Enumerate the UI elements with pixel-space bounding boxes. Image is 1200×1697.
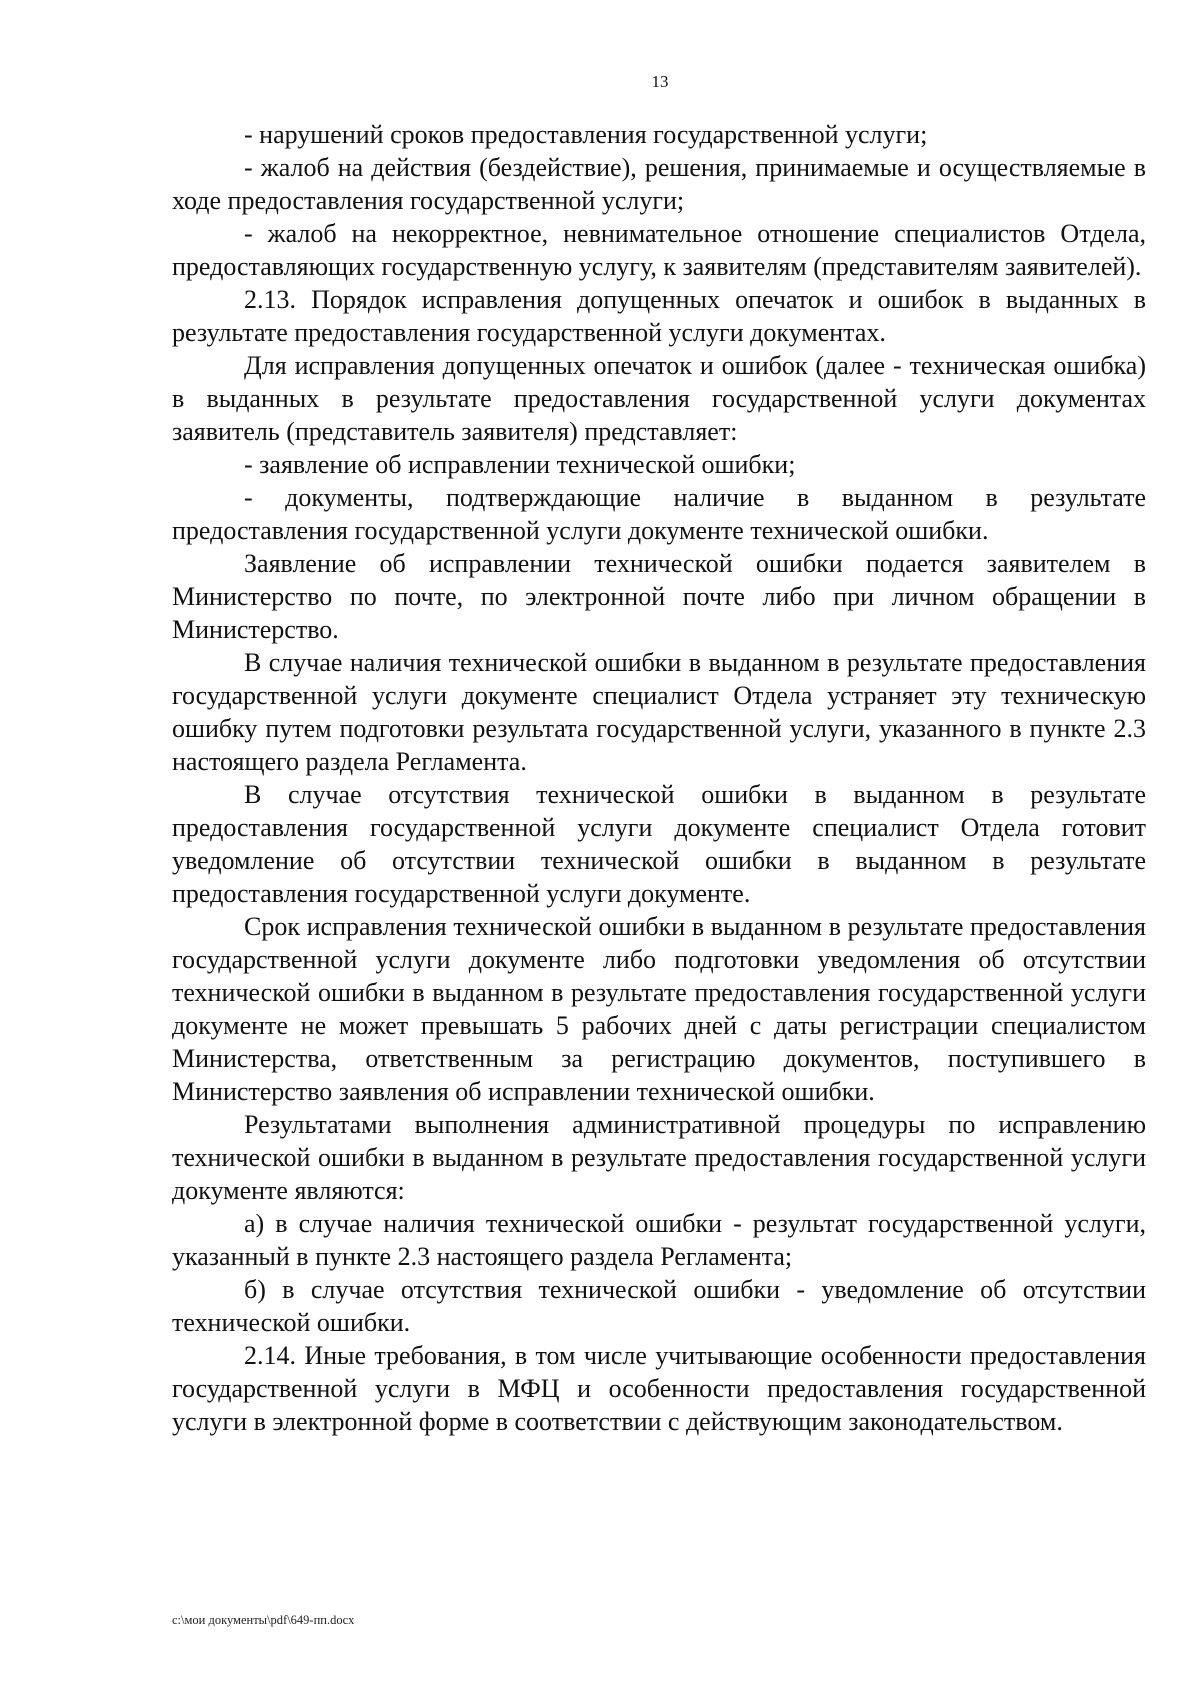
paragraph-correction-request: Для исправления допущенных опечаток и ошибок (далее - техническая ошибка) в выданных в результате предоставления государственной услуги документах заявитель (представитель заявителя) представляет: <box>172 351 1146 446</box>
section-2-13-heading: 2.13. Порядок исправления допущенных опечаток и ошибок в выданных в результате предоставления государственной услуги документах. <box>172 285 1146 347</box>
paragraph-result-a: а) в случае наличия технической ошибки - результат государственной услуги, указанный в пункте 2.3 настоящего раздела Регламента; <box>172 1209 1146 1271</box>
paragraph-complaints-attitude: - жалоб на некорректное, невнимательное отношение специалистов Отдела, предоставляющих государственную услугу, к заявителям (представителям заявителей). <box>172 219 1146 281</box>
paragraph-complaints-actions: - жалоб на действия (бездействие), решения, принимаемые и осуществляемые в ходе предоставления государственной услуги; <box>172 153 1146 215</box>
paragraph-submission: Заявление об исправлении технической ошибки подается заявителем в Министерство по почте, по электронной почте либо при личном обращении в Министерство. <box>172 549 1146 644</box>
paragraph-result-b: б) в случае отсутствия технической ошибки - уведомление об отсутствии технической ошибки. <box>172 1275 1146 1337</box>
footer-file-path: c:\мои документы\pdf\649-пп.docx <box>172 1613 355 1627</box>
document-body <box>172 118 1146 1438</box>
paragraph-results-intro: Результатами выполнения административной процедуры по исправлению технической ошибки в выданном в результате предоставления государственной услуги документе являются: <box>172 1110 1146 1205</box>
page-number: 13 <box>651 72 669 91</box>
paragraph-deadline-violations: - нарушений сроков предоставления государственной услуги; <box>244 120 928 149</box>
paragraph-application-item: - заявление об исправлении технической ошибки; <box>244 450 796 479</box>
section-2-14-paragraph: 2.14. Иные требования, в том числе учитывающие особенности предоставления государственной услуги в МФЦ и особенности предоставления государственной услуги в электронной форме в соответствии с действующим законодательством. <box>172 1341 1146 1436</box>
paragraph-error-present: В случае наличия технической ошибки в выданном в результате предоставления государственной услуги документе специалист Отдела устраняет эту техническую ошибку путем подготовки результата государственной услуги, указанного в пункте 2.3 настоящего раздела Регламента. <box>172 648 1146 776</box>
paragraph-deadline: Срок исправления технической ошибки в выданном в результате предоставления государственной услуги документе либо подготовки уведомления об отсутствии технической ошибки в выданном в результате предоставления государственной услуги документе не может превышать 5 рабочих дней с даты регистрации специалистом Министерства, ответственным за регистрацию документов, поступившего в Министерство заявления об исправлении технической ошибки. <box>172 912 1146 1106</box>
paragraph-error-absent: В случае отсутствия технической ошибки в выданном в результате предоставления государственной услуги документе специалист Отдела готовит уведомление об отсутствии технической ошибки в выданном в результате предоставления государственной услуги документе. <box>172 780 1146 908</box>
paragraph-documents-item: - документы, подтверждающие наличие в выданном в результате предоставления государственной услуги документе технической ошибки. <box>172 483 1146 545</box>
